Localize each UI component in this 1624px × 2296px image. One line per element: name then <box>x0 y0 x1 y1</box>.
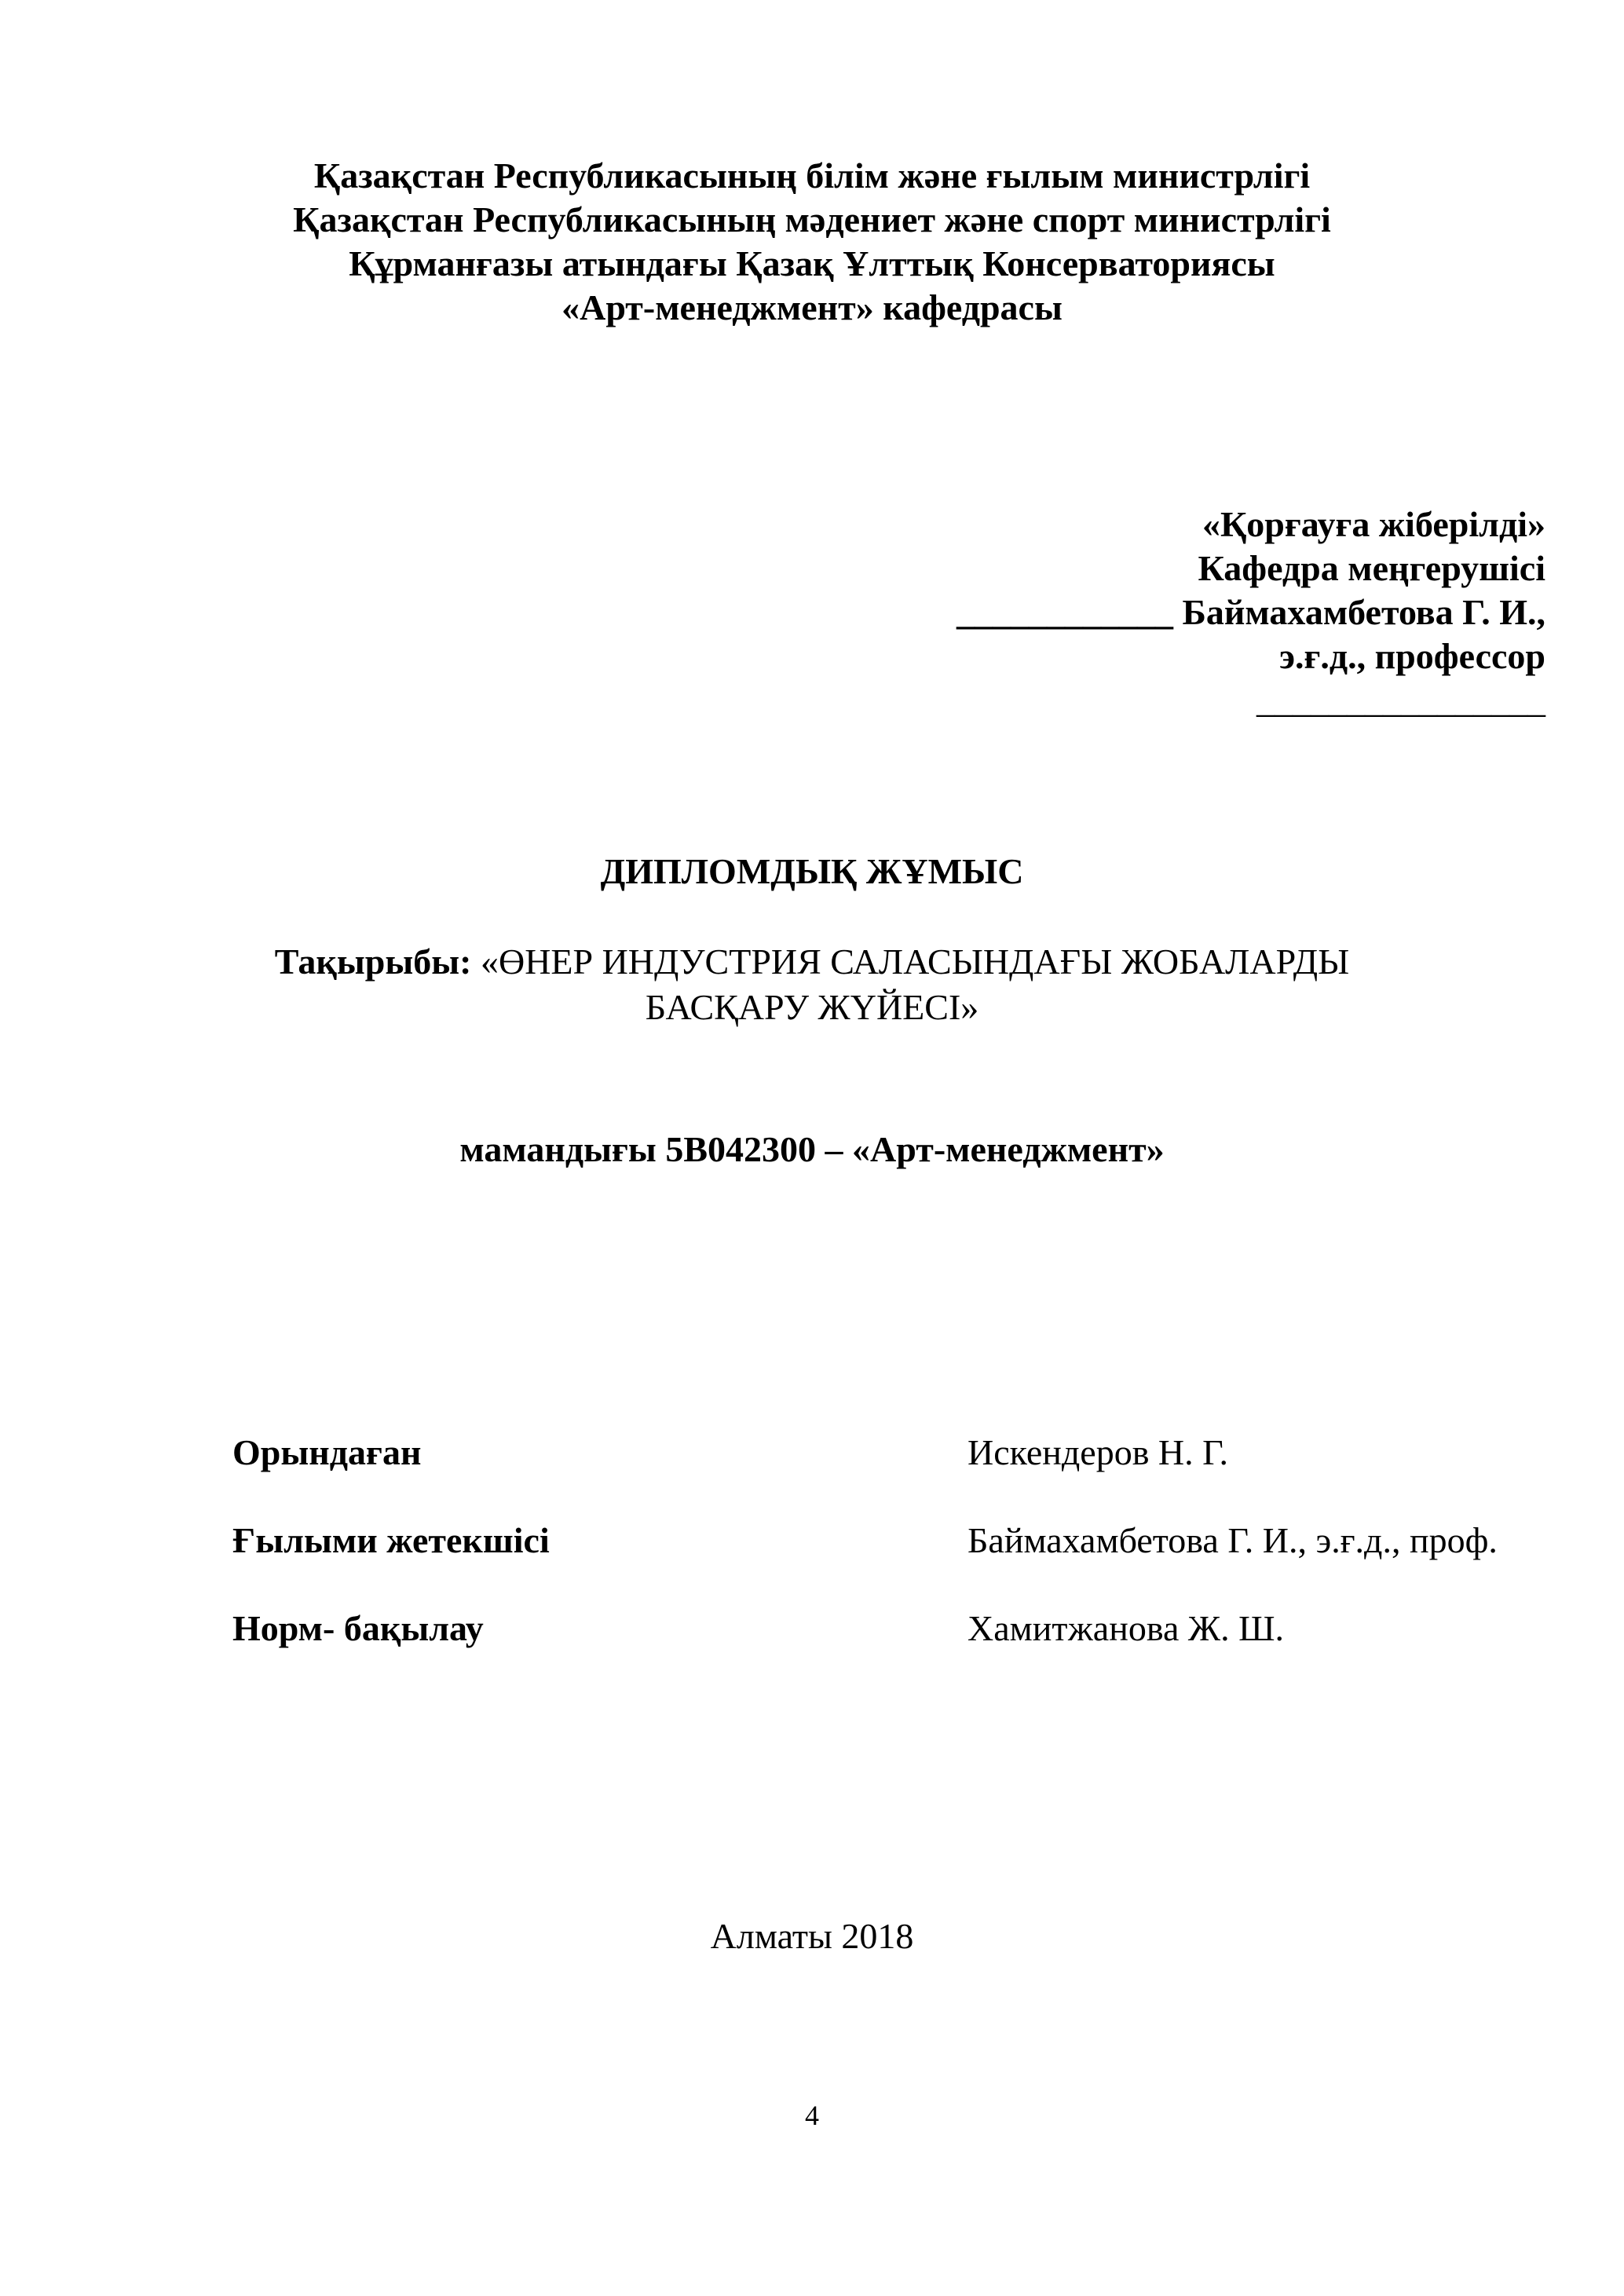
header-ministry-culture: Қазақстан Республикасының мәдениет және спорт министрлігі <box>293 199 1331 239</box>
role-value: Баймахамбетова Г. И., э.ғ.д., проф. <box>967 1520 1498 1560</box>
role-row-performer <box>232 1431 1567 1519</box>
header-department: «Арт-менеджмент» кафедрасы <box>561 287 1063 327</box>
topic-label: Тақырыбы: <box>274 941 472 982</box>
roles-table <box>232 1431 1567 1695</box>
topic-text-2: БАСҚАРУ ЖҮЙЕСІ» <box>645 987 979 1027</box>
role-row-norm-control <box>232 1607 1567 1695</box>
approval-head-name: ____________ Баймахамбетова Г. И., <box>956 592 1545 632</box>
role-label: Орындаған <box>232 1432 422 1472</box>
approval-admitted: «Қорғауға жіберілді» <box>1202 504 1545 544</box>
approval-head-degree: э.ғ.д., профессор <box>1279 636 1545 676</box>
role-label: Норм- бақылау <box>232 1608 484 1648</box>
topic-block <box>0 939 1624 1030</box>
role-label: Ғылыми жетекшісі <box>232 1520 550 1560</box>
approval-block <box>956 503 1545 722</box>
header-ministry-education: Қазақстан Республикасының білім және ғылым министрлігі <box>313 155 1311 196</box>
approval-date-line: ________________ <box>1256 680 1545 720</box>
topic-text-1: «ӨНЕР ИНДУСТРИЯ САЛАСЫНДАҒЫ ЖОБАЛАРДЫ <box>471 941 1350 982</box>
city-year: Алматы 2018 <box>710 1916 914 1956</box>
header-conservatory: Құрманғазы атындағы Қазақ Ұлттық Консерваториясы <box>349 243 1275 283</box>
role-value: Хамитжанова Ж. Ш. <box>967 1608 1284 1648</box>
approval-head-title: Кафедра меңгерушісі <box>1198 548 1545 588</box>
specialty-line: мамандығы 5В042300 – «Арт-менеджмент» <box>459 1129 1165 1169</box>
page-number: 4 <box>805 2100 819 2131</box>
document-title: ДИПЛОМДЫҚ ЖҰМЫС <box>600 851 1024 891</box>
topic-line-1 <box>0 939 1624 985</box>
institution-header <box>0 154 1624 330</box>
role-row-supervisor <box>232 1519 1567 1607</box>
role-value: Искендеров Н. Г. <box>967 1432 1229 1472</box>
